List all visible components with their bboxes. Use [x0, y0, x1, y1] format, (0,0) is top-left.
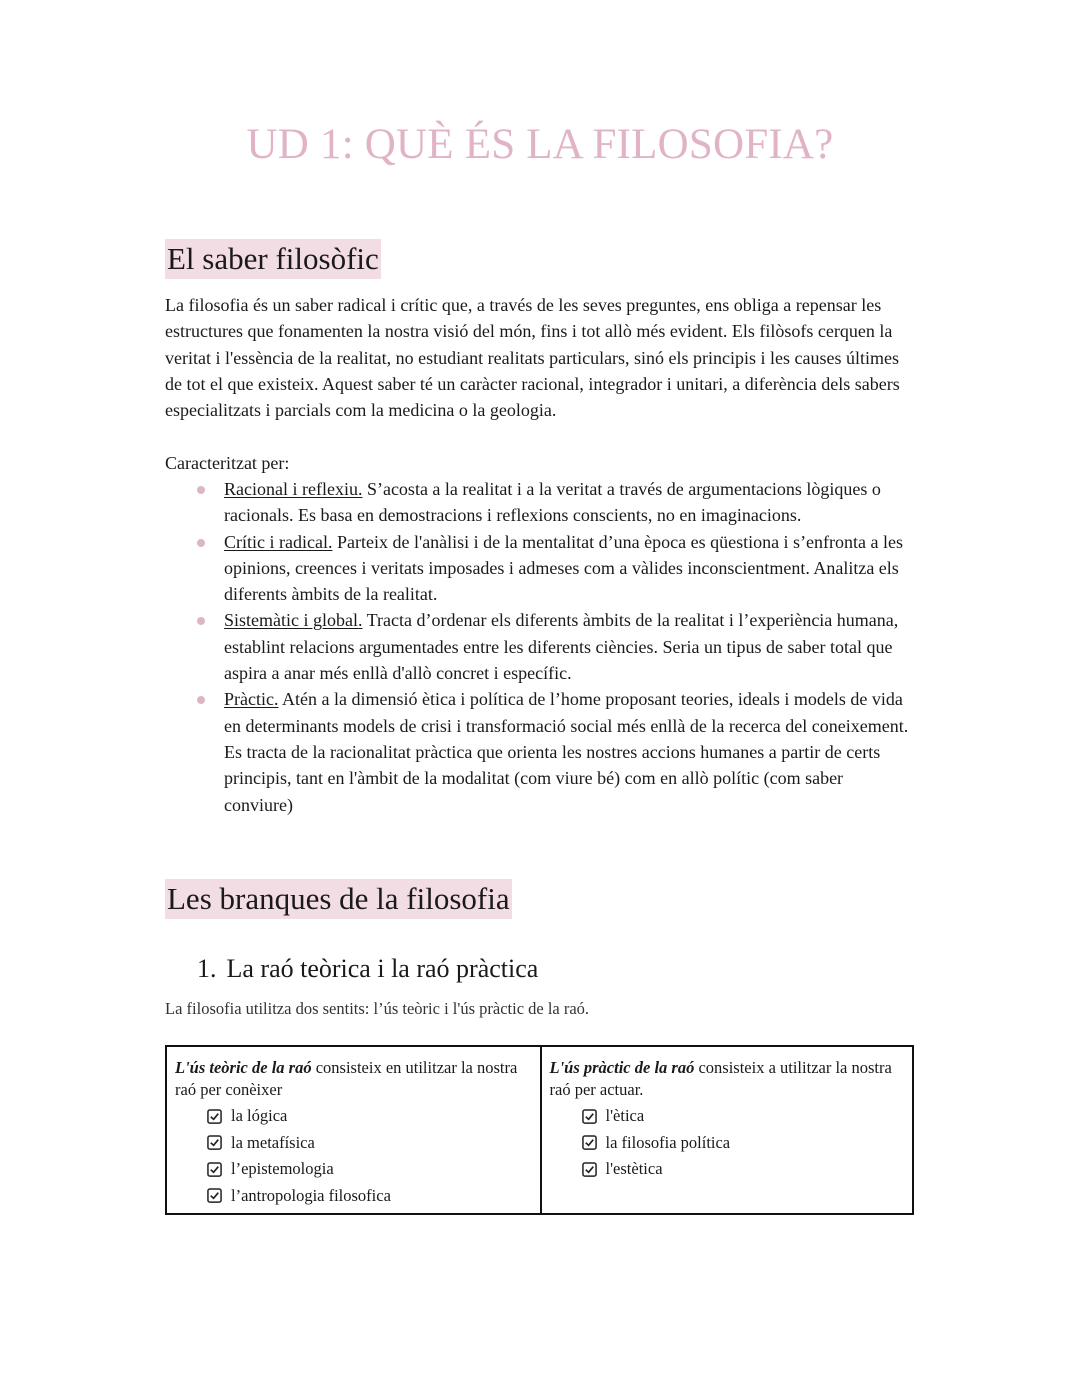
- checked-box-icon: [207, 1135, 222, 1150]
- characteristic-text: Parteix de l'anàlisi i de la mentalitat d’una època es qüestiona i s’enfronta a les opinions, creences i veritats imposades i admeses com a vàlides inconscientment. Analitza els diferents àmbits de la realitat.: [224, 531, 904, 605]
- checklist-item: [207, 1103, 532, 1130]
- section-heading-saber-filosofic: El saber filosòfic: [165, 239, 381, 279]
- characteristics-list: [165, 476, 915, 818]
- subsection-number: 1.: [197, 954, 217, 983]
- characteristic-term: Pràctic.: [224, 689, 279, 710]
- characterized-label: Caracteritzat per:: [165, 453, 290, 473]
- checked-box-icon: [207, 1188, 222, 1203]
- characteristic-term: Sistemàtic i global.: [224, 610, 363, 631]
- checked-box-icon: [582, 1135, 597, 1150]
- characteristic-text: Atén a la dimensió ètica i política de l’home proposant teories, ideals i models de vida en determinants models de crisi i transformació social més enllà de la recerca del coneixement. Es tracta de la racionalitat pràctica que orienta les nostres accions humanes a partir de certs principis, tant en l'àmbit de la modalitat (com viure bé) com en allò polític (com saber conviure): [224, 689, 909, 815]
- bullet-dot-icon: [197, 486, 205, 494]
- checklist-label: l’epistemologia: [231, 1159, 334, 1179]
- checklist-item: [582, 1130, 905, 1157]
- checklist-label: la metafísica: [231, 1132, 315, 1152]
- characteristic-term: Racional i reflexiu.: [224, 479, 363, 499]
- checklist-item: [582, 1156, 905, 1183]
- theoretical-reason-lead: [175, 1057, 532, 1101]
- bullet-dot-icon: [197, 696, 205, 704]
- checked-box-icon: [582, 1109, 597, 1124]
- practical-branches-list: [550, 1103, 905, 1183]
- checklist-item: [207, 1130, 532, 1157]
- checklist-item: [582, 1103, 905, 1130]
- section-heading-branques: Les branques de la filosofia: [165, 879, 512, 919]
- theoretical-reason-cell: [167, 1047, 540, 1213]
- checklist-label: l’antropologia filosofica: [231, 1185, 391, 1205]
- theoretical-branches-list: [175, 1103, 532, 1209]
- theoretical-reason-term: L'ús teòric de la raó: [175, 1058, 312, 1077]
- characteristic-item: [165, 476, 914, 529]
- practical-reason-lead: [550, 1057, 905, 1101]
- checked-box-icon: [582, 1162, 597, 1177]
- practical-reason-cell: [540, 1047, 913, 1213]
- subsection-title: La raó teòrica i la raó pràctica: [226, 954, 539, 983]
- document-title: UD 1: QUÈ ÉS LA FILOSOFIA?: [246, 121, 834, 168]
- checklist-label: l'estètica: [605, 1159, 663, 1179]
- checklist-item: [207, 1183, 532, 1210]
- reason-uses-sentence: La filosofia utilitza dos sentits: l’ús teòric i l'ús pràctic de la raó.: [165, 999, 590, 1018]
- characteristic-text: S’acosta a la realitat i a la veritat a través de argumentacions lògiques o racionals. Es basa en demostracions i reflexions conscients, no en imaginacions.: [224, 479, 881, 526]
- intro-paragraph: La filosofia és un saber radical i crític que, a través de les seves preguntes, ens obliga a repensar les estructures que fonamenten la nostra visió del món, fins i tot allò més evident. Els filòsofs cerquen la veritat i l'essència de la realitat, no estudiant realitats particulars, sinó els principis i les causes últimes de tot el que existeix. Aquest saber té un caràcter racional, integrador i unitari, a diferència dels sabers especialitzats i parcials com la medicina o la geologia.: [165, 295, 900, 421]
- practical-reason-term: L'ús pràctic de la raó: [549, 1058, 695, 1077]
- checked-box-icon: [207, 1109, 222, 1124]
- characteristic-text: Tracta d’ordenar els diferents àmbits de la realitat i l’experiència humana, establint relacions argumentades entre les diferents ciències. Seria un tipus de saber total que aspira a anar més enllà d'allò concret i específic.: [224, 610, 899, 684]
- theoretical-reason-desc: consisteix en utilitzar la nostra raó per conèixer: [175, 1058, 518, 1099]
- practical-reason-desc: consisteix a utilitzar la nostra raó per actuar.: [549, 1058, 892, 1099]
- characteristic-item: [165, 686, 914, 817]
- reason-uses-table: [165, 1045, 914, 1215]
- bullet-dot-icon: [197, 617, 205, 625]
- bullet-dot-icon: [197, 539, 205, 547]
- checklist-label: la filosofia política: [605, 1132, 731, 1152]
- checked-box-icon: [207, 1162, 222, 1177]
- characteristic-term: Crític i radical.: [224, 531, 333, 552]
- checklist-label: l'ètica: [605, 1106, 645, 1126]
- checklist-item: [207, 1156, 532, 1183]
- checklist-label: la lógica: [231, 1106, 288, 1126]
- subsection-heading: [197, 952, 538, 986]
- characteristic-item: [165, 529, 914, 608]
- characteristic-item: [165, 607, 914, 686]
